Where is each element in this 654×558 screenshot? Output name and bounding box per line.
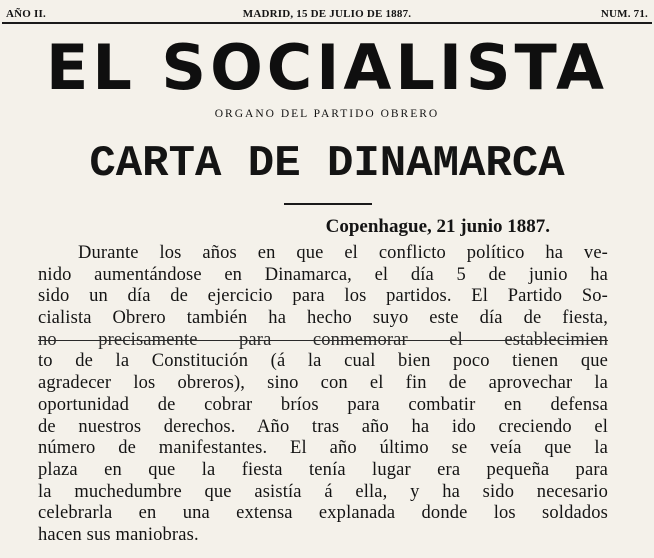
- article-line: la muchedumbre que asistía á ella, y ha sido necesario: [38, 481, 608, 502]
- article-line: nido aumentándose en Dinamarca, el día 5 de junio ha: [38, 264, 608, 285]
- article-line: oportunidad de cobrar bríos para combatir en defensa: [38, 394, 608, 415]
- article-line: de nuestros derechos. Año tras año ha ido creciendo el: [38, 416, 608, 437]
- article-line: número de manifestantes. El año último se veía que la: [38, 438, 608, 459]
- issue-number: NUM. 71.: [600, 8, 648, 20]
- article-line: sido un día de ejercicio para los partidos. El Partido So-: [38, 286, 608, 307]
- headline-divider: [284, 203, 372, 205]
- article-line: agradecer los obreros), sino con el fin de aprovechar la: [38, 373, 608, 394]
- article-line: no precisamente para conmemorar el establecimien: [38, 329, 608, 350]
- issue-year: AÑO II.: [6, 8, 46, 20]
- article-line: hacen sus maniobras.: [38, 524, 199, 545]
- article-body: [38, 243, 608, 547]
- issue-date: MADRID, 15 DE JULIO DE 1887.: [242, 8, 412, 20]
- article-line: celebrarla en una extensa explanada donde los soldados: [38, 503, 608, 524]
- newspaper-subtitle: ORGANO DEL PARTIDO OBRERO: [214, 108, 440, 120]
- masthead-rule: [2, 22, 652, 24]
- article-headline: CARTA DE DINAMARCA: [89, 139, 565, 189]
- article-dateline: Copenhague, 21 junio 1887.: [325, 216, 550, 237]
- newspaper-title: EL SOCIALISTA: [45, 31, 609, 104]
- article-line: to de la Constitución (á la cual bien poco tienen que: [38, 351, 608, 372]
- masthead-info-bar: [6, 6, 648, 22]
- article-line: plaza en que la fiesta tenía lugar era pequeña para: [38, 459, 608, 480]
- article-line: cialista Obrero también ha hecho suyo este día de fiesta,: [38, 308, 608, 329]
- article-line: Durante los años en que el conflicto político ha ve-: [78, 243, 608, 263]
